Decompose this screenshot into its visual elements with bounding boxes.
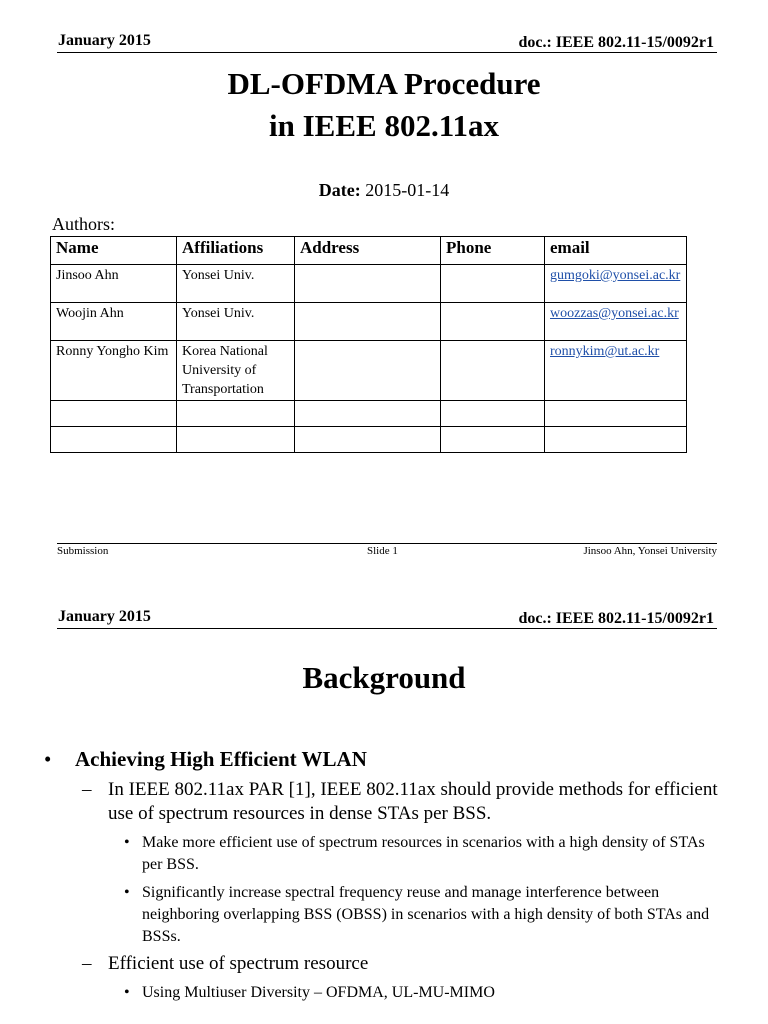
author-address xyxy=(295,265,441,303)
col-header-phone: Phone xyxy=(441,237,545,265)
slide2-header-date: January 2015 xyxy=(58,608,151,625)
date-value: 2015-01-14 xyxy=(365,180,450,200)
author-phone xyxy=(441,401,545,427)
slide1-header-rule xyxy=(57,52,717,53)
author-affiliation xyxy=(177,427,295,453)
author-email xyxy=(545,427,687,453)
author-address xyxy=(295,427,441,453)
slide1-header-date: January 2015 xyxy=(58,32,151,49)
table-header-row xyxy=(51,237,687,265)
bullet-level1: – In IEEE 802.11ax PAR [1], IEEE 802.11ax should provide methods for efficient use of spectrum resources in dense STAs per BSS. xyxy=(0,778,740,826)
table-row xyxy=(51,303,687,341)
author-phone xyxy=(441,341,545,401)
col-header-name: Name xyxy=(51,237,177,265)
author-affiliation: Yonsei Univ. xyxy=(177,265,295,303)
slide1-footer-rule xyxy=(57,543,717,544)
author-email xyxy=(545,401,687,427)
bullet-level2: • Make more efficient use of spectrum resources in scenarios with a high density of STAs per BSS. xyxy=(0,832,740,876)
author-affiliation xyxy=(177,401,295,427)
table-row xyxy=(51,341,687,401)
footer-submission: Submission xyxy=(57,545,109,557)
col-header-email: email xyxy=(545,237,687,265)
author-phone xyxy=(441,427,545,453)
authors-label: Authors: xyxy=(52,214,115,234)
bullet-list xyxy=(0,744,740,1004)
slide2-header-doc: doc.: IEEE 802.11-15/0092r1 xyxy=(518,610,714,627)
author-phone xyxy=(441,265,545,303)
author-name: Ronny Yongho Kim xyxy=(51,341,177,401)
author-address xyxy=(295,303,441,341)
author-phone xyxy=(441,303,545,341)
bullet-level0: • Achieving High Efficient WLAN xyxy=(0,744,740,774)
slide1-date xyxy=(0,180,768,201)
col-header-affiliations: Affiliations xyxy=(177,237,295,265)
slide1-header-doc: doc.: IEEE 802.11-15/0092r1 xyxy=(518,34,714,51)
bullet-level2: • Using Multiuser Diversity – OFDMA, UL-MU-MIMO xyxy=(0,982,740,1004)
table-row xyxy=(51,401,687,427)
author-name: Jinsoo Ahn xyxy=(51,265,177,303)
bullet-level1: – Efficient use of spectrum resource xyxy=(0,952,740,976)
slide2-title: Background xyxy=(302,660,466,695)
author-email-link[interactable]: ronnykim@ut.ac.kr xyxy=(550,344,660,359)
author-name xyxy=(51,401,177,427)
table-row xyxy=(51,265,687,303)
table-row xyxy=(51,427,687,453)
authors-table xyxy=(50,236,687,453)
author-email-link[interactable]: gumgoki@yonsei.ac.kr xyxy=(550,268,681,283)
author-affiliation: Korea National University of Transportation xyxy=(177,341,295,401)
footer-author: Jinsoo Ahn, Yonsei University xyxy=(583,545,717,557)
author-address xyxy=(295,401,441,427)
author-address xyxy=(295,341,441,401)
slide2-header-rule xyxy=(57,628,717,629)
bullet-level2: • Significantly increase spectral frequency reuse and manage interference between neighboring overlapping BSS (OBSS) in scenarios with a high density of both STAs and BSSs. xyxy=(0,882,740,948)
author-email-link[interactable]: woozzas@yonsei.ac.kr xyxy=(550,306,679,321)
date-label: Date: xyxy=(318,180,361,200)
author-name xyxy=(51,427,177,453)
author-affiliation: Yonsei Univ. xyxy=(177,303,295,341)
author-name: Woojin Ahn xyxy=(51,303,177,341)
slide1-title-line1: DL-OFDMA Procedure xyxy=(227,66,541,101)
col-header-address: Address xyxy=(295,237,441,265)
footer-slide-number: Slide 1 xyxy=(367,545,398,557)
slide1-title-line2: in IEEE 802.11ax xyxy=(269,108,499,143)
